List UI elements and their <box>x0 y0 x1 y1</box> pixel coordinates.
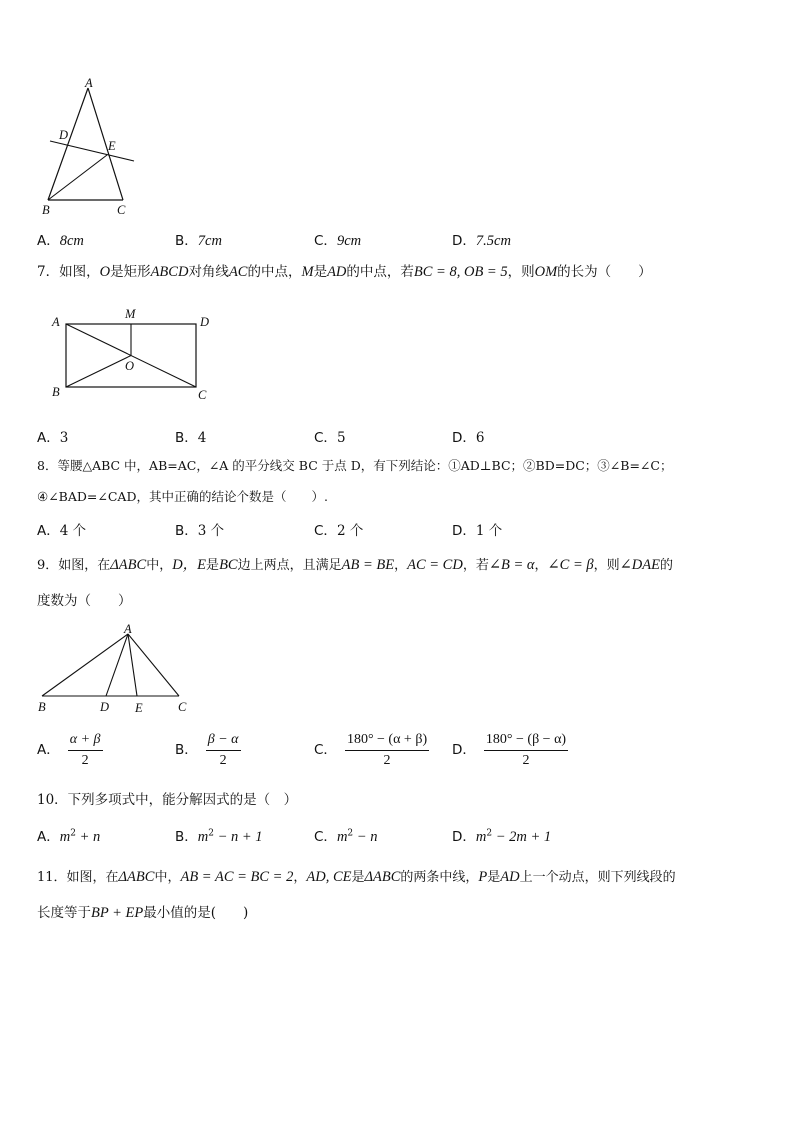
q6-option-d[interactable]: D．7.5cm <box>452 233 511 249</box>
q9-triangle-figure <box>34 620 194 716</box>
q10-option-c[interactable]: C．$m^2 - n$ <box>314 828 378 845</box>
q10-option-a[interactable]: A．$m^2 + n$ <box>37 828 101 845</box>
q7-option-a[interactable]: A．3 <box>37 430 69 446</box>
q6-option-c[interactable]: C．9cm <box>314 233 362 249</box>
q11-stem-line1: 11．如图，在ΔABC中，AB = AC = BC = 2，AD, CE是ΔABC的两条中线，P是AD上一个动点，则下列线段的 <box>37 869 676 885</box>
q9-option-c[interactable]: C． $\frac{180^\circ - (\alpha + \beta)}{2}$ <box>314 732 428 768</box>
q7-option-b[interactable]: B．4 <box>175 430 207 446</box>
q6-point-B: B <box>42 203 50 217</box>
q10-option-d[interactable]: D．$m^2 - 2m + 1$ <box>452 828 552 845</box>
q6-point-D: D <box>59 128 69 142</box>
q8-option-d[interactable]: D．1 个 <box>452 523 503 539</box>
q9-point-B: B <box>38 700 46 714</box>
q6-option-a[interactable]: A．8cm <box>37 233 84 249</box>
q10-option-b[interactable]: B．$m^2 - n + 1$ <box>175 828 263 845</box>
q9-point-E: E <box>135 701 143 715</box>
q11-stem-line2: 长度等于BP + EP最小值的是( ) <box>37 905 249 921</box>
q7-point-O: O <box>125 359 135 373</box>
q6-triangle-figure <box>30 76 150 222</box>
q6-point-A: A <box>85 76 93 90</box>
q7-stem: 7．如图，O是矩形ABCD对角线AC的中点，M是AD的中点，若BC = 8, OB = 5，则OM的长为（ ） <box>37 264 652 280</box>
q8-option-a[interactable]: A．4 个 <box>37 523 87 539</box>
q9-stem-line1: 9．如图，在ΔABC中，D，E是BC边上两点，且满足AB = BE，AC = CD，若∠B = α，∠C = β，则∠DAE的 <box>37 557 673 573</box>
q8-stem-line1: 8．等腰△ABC 中，AB=AC，∠A 的平分线交 BC 于点 D，有下列结论：①AD⊥BC；②BD=DC；③∠B=∠C； <box>37 458 673 473</box>
q9-point-D: D <box>100 700 110 714</box>
q7-option-d[interactable]: D．6 <box>452 430 485 446</box>
q9-option-b[interactable]: B． $\frac{\beta - \alpha}{2}$ <box>175 732 239 768</box>
q9-stem-line2: 度数为（ ） <box>37 593 132 609</box>
q6-point-E: E <box>108 139 116 153</box>
q8-stem-line2: ④∠BAD=∠CAD，其中正确的结论个数是（ ）. <box>37 489 328 504</box>
q8-option-c[interactable]: C．2 个 <box>314 523 364 539</box>
q9-point-C: C <box>178 700 187 714</box>
q10-stem: 10．下列多项式中，能分解因式的是（ ） <box>37 792 298 808</box>
q8-option-b[interactable]: B．3 个 <box>175 523 225 539</box>
q7-point-D: D <box>200 315 210 329</box>
q7-point-M: M <box>125 307 136 321</box>
q6-point-C: C <box>117 203 126 217</box>
q7-rectangle-figure <box>46 302 226 404</box>
q7-point-C: C <box>198 388 207 402</box>
q6-option-b[interactable]: B．7cm <box>175 233 222 249</box>
q7-point-B: B <box>52 385 60 399</box>
q9-option-a[interactable]: A． $\frac{\alpha + \beta}{2}$ <box>37 732 101 768</box>
q7-point-A: A <box>52 315 60 329</box>
q9-point-A: A <box>124 622 132 636</box>
q9-option-d[interactable]: D． $\frac{180^\circ - (\beta - \alpha)}{2}$ <box>452 732 567 768</box>
q7-option-c[interactable]: C．5 <box>314 430 346 446</box>
